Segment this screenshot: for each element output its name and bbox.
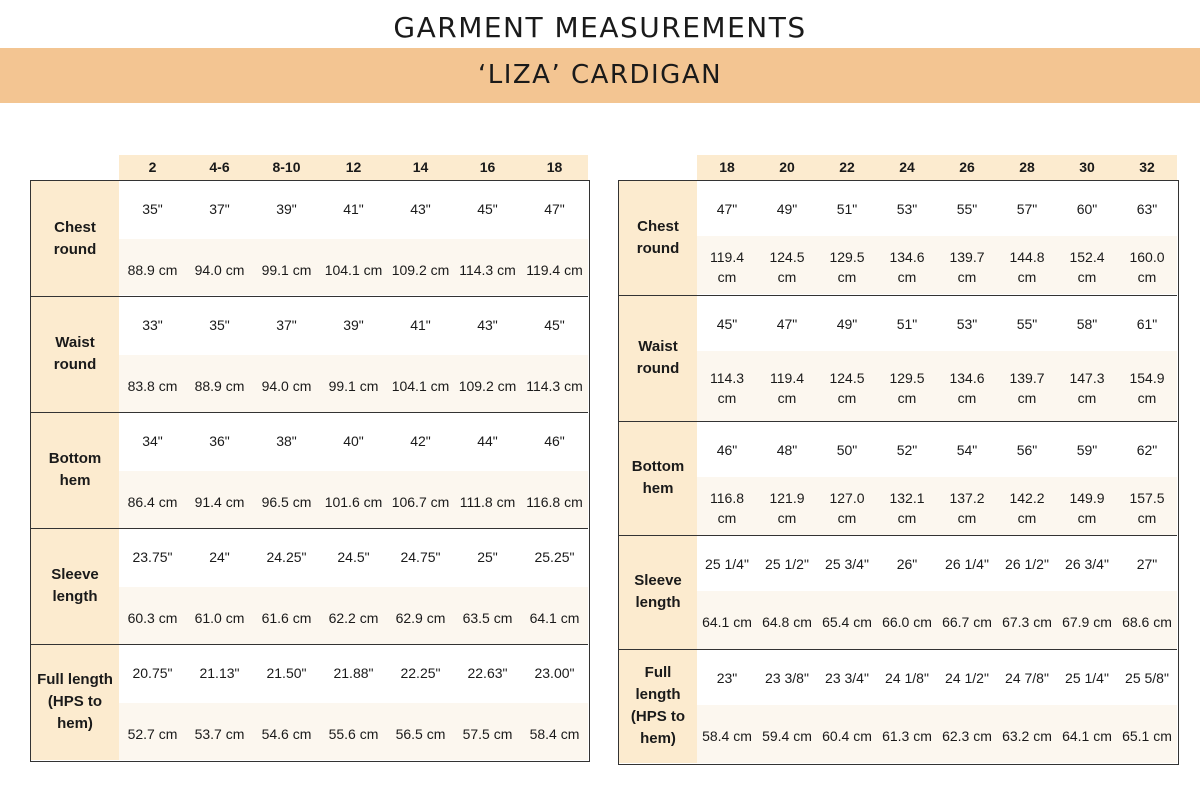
size-header: 20 (779, 159, 795, 175)
cm-value: 124.5 cm (769, 248, 805, 285)
inch-value: 43" (477, 317, 498, 333)
size-header-row (697, 155, 1177, 180)
inch-value: 53" (956, 316, 978, 332)
inch-value: 53" (896, 201, 918, 217)
cm-row (697, 591, 1177, 649)
inch-value: 25" (477, 549, 498, 565)
cm-value: 119.4 cm (526, 261, 583, 278)
cm-value: 119.4 cm (770, 369, 804, 406)
inch-value: 25 1/4" (1065, 670, 1109, 686)
inches-row (119, 529, 588, 587)
cm-value: 65.4 cm (822, 613, 872, 630)
inch-value: 46" (716, 442, 738, 458)
cm-value: 59.4 cm (762, 727, 812, 744)
inch-value: 39" (343, 317, 364, 333)
inch-value: 55" (1016, 316, 1038, 332)
cm-value: 58.4 cm (702, 727, 752, 744)
cm-value: 62.3 cm (942, 727, 992, 744)
cm-value: 57.5 cm (462, 726, 513, 743)
inch-value: 47" (544, 201, 565, 217)
size-header: 28 (1019, 159, 1035, 175)
size-header: 18 (719, 159, 735, 175)
cm-value: 60.3 cm (127, 610, 178, 627)
cm-row (119, 239, 588, 295)
inch-value: 45" (544, 317, 565, 333)
inches-row (697, 650, 1177, 705)
inch-value: 26 1/2" (1005, 556, 1049, 572)
measurement-row (31, 644, 588, 760)
cm-value: 99.1 cm (328, 378, 379, 395)
inch-value: 25 1/2" (765, 556, 809, 572)
size-header: 18 (546, 159, 563, 175)
inch-value: 48" (776, 442, 798, 458)
row-label: Sleeve length (619, 536, 697, 649)
cm-value: 66.7 cm (942, 613, 992, 630)
page-title: GARMENT MEASUREMENTS (393, 11, 807, 44)
inch-value: 45" (477, 201, 498, 217)
cm-value: 63.5 cm (462, 610, 513, 627)
inch-value: 54" (956, 442, 978, 458)
inch-value: 34" (142, 433, 163, 449)
size-header: 26 (959, 159, 975, 175)
size-header: 14 (412, 159, 429, 175)
inch-value: 21.50" (266, 665, 307, 681)
inch-value: 42" (410, 433, 431, 449)
size-header: 12 (345, 159, 362, 175)
cm-value: 91.4 cm (194, 494, 245, 511)
cm-value: 134.6 cm (949, 369, 985, 406)
inch-value: 47" (716, 201, 738, 217)
cm-value: 116.8 cm (526, 494, 583, 511)
size-header: 32 (1139, 159, 1155, 175)
inch-value: 38" (276, 433, 297, 449)
cm-value: 154.9 cm (1129, 369, 1165, 406)
cm-value: 121.9 cm (769, 489, 805, 526)
row-label: Chest round (31, 181, 119, 296)
inch-value: 62" (1136, 442, 1158, 458)
inch-value: 37" (209, 201, 230, 217)
cm-value: 64.1 cm (702, 613, 752, 630)
row-label: Bottom hem (619, 422, 697, 535)
inch-value: 44" (477, 433, 498, 449)
cm-value: 86.4 cm (127, 494, 178, 511)
inch-value: 59" (1076, 442, 1098, 458)
cm-value: 56.5 cm (395, 726, 446, 743)
inch-value: 57" (1016, 201, 1038, 217)
inches-row (697, 296, 1177, 351)
cm-value: 94.0 cm (194, 261, 245, 278)
cm-value: 99.1 cm (261, 261, 312, 278)
inch-value: 39" (276, 201, 297, 217)
inch-value: 24.25" (266, 549, 307, 565)
cm-value: 53.7 cm (194, 726, 245, 743)
cm-value: 116.8 cm (710, 489, 744, 526)
inch-value: 46" (544, 433, 565, 449)
cm-value: 109.2 cm (458, 378, 517, 395)
size-header-row (119, 155, 588, 180)
cm-value: 66.0 cm (882, 613, 932, 630)
inch-value: 26 1/4" (945, 556, 989, 572)
size-header: 16 (479, 159, 496, 175)
inch-value: 26 3/4" (1065, 556, 1109, 572)
cm-value: 62.9 cm (395, 610, 446, 627)
measurement-grid (30, 180, 590, 762)
measurement-row (31, 412, 588, 528)
cm-value: 52.7 cm (127, 726, 178, 743)
inch-value: 23 3/8" (765, 670, 809, 686)
cm-value: 62.2 cm (328, 610, 379, 627)
cm-value: 61.3 cm (882, 727, 932, 744)
cm-value: 129.5 cm (889, 369, 925, 406)
measurement-row (619, 421, 1177, 535)
measurement-row (31, 296, 588, 412)
inch-value: 25 1/4" (705, 556, 749, 572)
inch-value: 24 7/8" (1005, 670, 1049, 686)
cm-row (697, 236, 1177, 294)
inch-value: 40" (343, 433, 364, 449)
cm-value: 129.5 cm (829, 248, 865, 285)
inches-row (697, 536, 1177, 591)
row-label: Full length (HPS to hem) (31, 645, 119, 760)
inches-row (697, 181, 1177, 236)
cm-value: 61.6 cm (261, 610, 312, 627)
inch-value: 56" (1016, 442, 1038, 458)
row-label: Bottom hem (31, 413, 119, 528)
cm-value: 68.6 cm (1122, 613, 1172, 630)
cm-value: 157.5 cm (1129, 489, 1165, 526)
cm-value: 60.4 cm (822, 727, 872, 744)
measurement-row (31, 181, 588, 296)
cm-value: 139.7 cm (949, 248, 985, 285)
inch-value: 22.25" (400, 665, 441, 681)
cm-value: 127.0 cm (829, 489, 865, 526)
cm-value: 109.2 cm (391, 261, 450, 278)
inch-value: 23 3/4" (825, 670, 869, 686)
inch-value: 24" (209, 549, 230, 565)
inch-value: 23.00" (534, 665, 575, 681)
size-header: 4-6 (209, 159, 230, 175)
inch-value: 49" (836, 316, 858, 332)
cm-value: 58.4 cm (529, 726, 580, 743)
inch-value: 35" (209, 317, 230, 333)
cm-value: 132.1 cm (889, 489, 925, 526)
row-label: Waist round (31, 297, 119, 412)
inch-value: 20.75" (132, 665, 173, 681)
inch-value: 49" (776, 201, 798, 217)
inch-value: 24 1/8" (885, 670, 929, 686)
cm-value: 64.8 cm (762, 613, 812, 630)
cm-value: 61.0 cm (194, 610, 245, 627)
inch-value: 60" (1076, 201, 1098, 217)
cm-value: 83.8 cm (127, 378, 178, 395)
size-header: 2 (148, 159, 157, 175)
measurement-row (31, 528, 588, 644)
inch-value: 47" (776, 316, 798, 332)
inches-row (119, 645, 588, 703)
cm-row (697, 705, 1177, 763)
row-label: Full length (HPS to hem) (619, 650, 697, 763)
cm-value: 64.1 cm (1062, 727, 1112, 744)
measurement-row (619, 295, 1177, 421)
product-name: ‘LIZA’ CARDIGAN (477, 60, 723, 90)
cm-value: 114.3 cm (526, 378, 583, 395)
cm-row (119, 587, 588, 644)
cm-value: 54.6 cm (261, 726, 312, 743)
inch-value: 25 5/8" (1125, 670, 1169, 686)
cm-value: 144.8 cm (1009, 248, 1045, 285)
inch-value: 41" (410, 317, 431, 333)
measurement-row (619, 181, 1177, 295)
cm-value: 114.3 cm (459, 261, 516, 278)
cm-row (119, 355, 588, 412)
cm-value: 67.3 cm (1002, 613, 1052, 630)
inch-value: 33" (142, 317, 163, 333)
cm-value: 63.2 cm (1002, 727, 1052, 744)
inch-value: 37" (276, 317, 297, 333)
inch-value: 24 1/2" (945, 670, 989, 686)
cm-value: 65.1 cm (1122, 727, 1172, 744)
cm-value: 94.0 cm (261, 378, 312, 395)
inch-value: 26" (896, 556, 918, 572)
inch-value: 50" (836, 442, 858, 458)
inches-row (697, 422, 1177, 477)
measurement-grid (618, 180, 1179, 765)
measurement-row (619, 535, 1177, 649)
cm-value: 88.9 cm (194, 378, 245, 395)
inch-value: 23.75" (132, 549, 173, 565)
cm-row (697, 351, 1177, 421)
cm-value: 67.9 cm (1062, 613, 1112, 630)
inch-value: 25 3/4" (825, 556, 869, 572)
cm-value: 152.4 cm (1069, 248, 1105, 285)
inch-value: 36" (209, 433, 230, 449)
inch-value: 21.13" (199, 665, 240, 681)
inch-value: 25.25" (534, 549, 575, 565)
inch-value: 51" (896, 316, 918, 332)
cm-value: 142.2 cm (1009, 489, 1045, 526)
cm-value: 101.6 cm (324, 494, 383, 511)
inch-value: 58" (1076, 316, 1098, 332)
inches-row (119, 181, 588, 239)
inch-value: 55" (956, 201, 978, 217)
cm-value: 134.6 cm (889, 248, 925, 285)
size-header: 22 (839, 159, 855, 175)
inch-value: 45" (716, 316, 738, 332)
title-banner (0, 48, 1200, 103)
cm-value: 139.7 cm (1009, 369, 1045, 406)
cm-value: 96.5 cm (261, 494, 312, 511)
cm-value: 104.1 cm (391, 378, 450, 395)
cm-row (119, 703, 588, 760)
cm-value: 160.0 cm (1129, 248, 1165, 285)
inch-value: 35" (142, 201, 163, 217)
size-header: 8-10 (272, 159, 301, 175)
cm-value: 55.6 cm (328, 726, 379, 743)
inch-value: 52" (896, 442, 918, 458)
size-header: 24 (899, 159, 915, 175)
row-label: Chest round (619, 181, 697, 295)
inch-value: 22.63" (467, 665, 508, 681)
size-header: 30 (1079, 159, 1095, 175)
inch-value: 21.88" (333, 665, 374, 681)
inch-value: 24.5" (337, 549, 370, 565)
cm-value: 111.8 cm (459, 494, 516, 511)
inch-value: 63" (1136, 201, 1158, 217)
cm-value: 64.1 cm (529, 610, 580, 627)
inch-value: 43" (410, 201, 431, 217)
inch-value: 24.75" (400, 549, 441, 565)
measurement-row (619, 649, 1177, 763)
cm-row (119, 471, 588, 528)
cm-value: 106.7 cm (391, 494, 450, 511)
inch-value: 51" (836, 201, 858, 217)
cm-value: 137.2 cm (949, 489, 985, 526)
cm-value: 119.4 cm (710, 248, 744, 285)
inch-value: 61" (1136, 316, 1158, 332)
row-label: Sleeve length (31, 529, 119, 644)
inch-value: 23" (716, 670, 738, 686)
row-label: Waist round (619, 296, 697, 421)
cm-value: 88.9 cm (127, 261, 178, 278)
inches-row (119, 413, 588, 471)
cm-value: 114.3 cm (710, 369, 744, 406)
cm-value: 147.3 cm (1069, 369, 1105, 406)
inch-value: 41" (343, 201, 364, 217)
inches-row (119, 297, 588, 355)
inch-value: 27" (1136, 556, 1158, 572)
cm-value: 149.9 cm (1069, 489, 1105, 526)
cm-row (697, 477, 1177, 535)
cm-value: 104.1 cm (324, 261, 383, 278)
cm-value: 124.5 cm (829, 369, 865, 406)
